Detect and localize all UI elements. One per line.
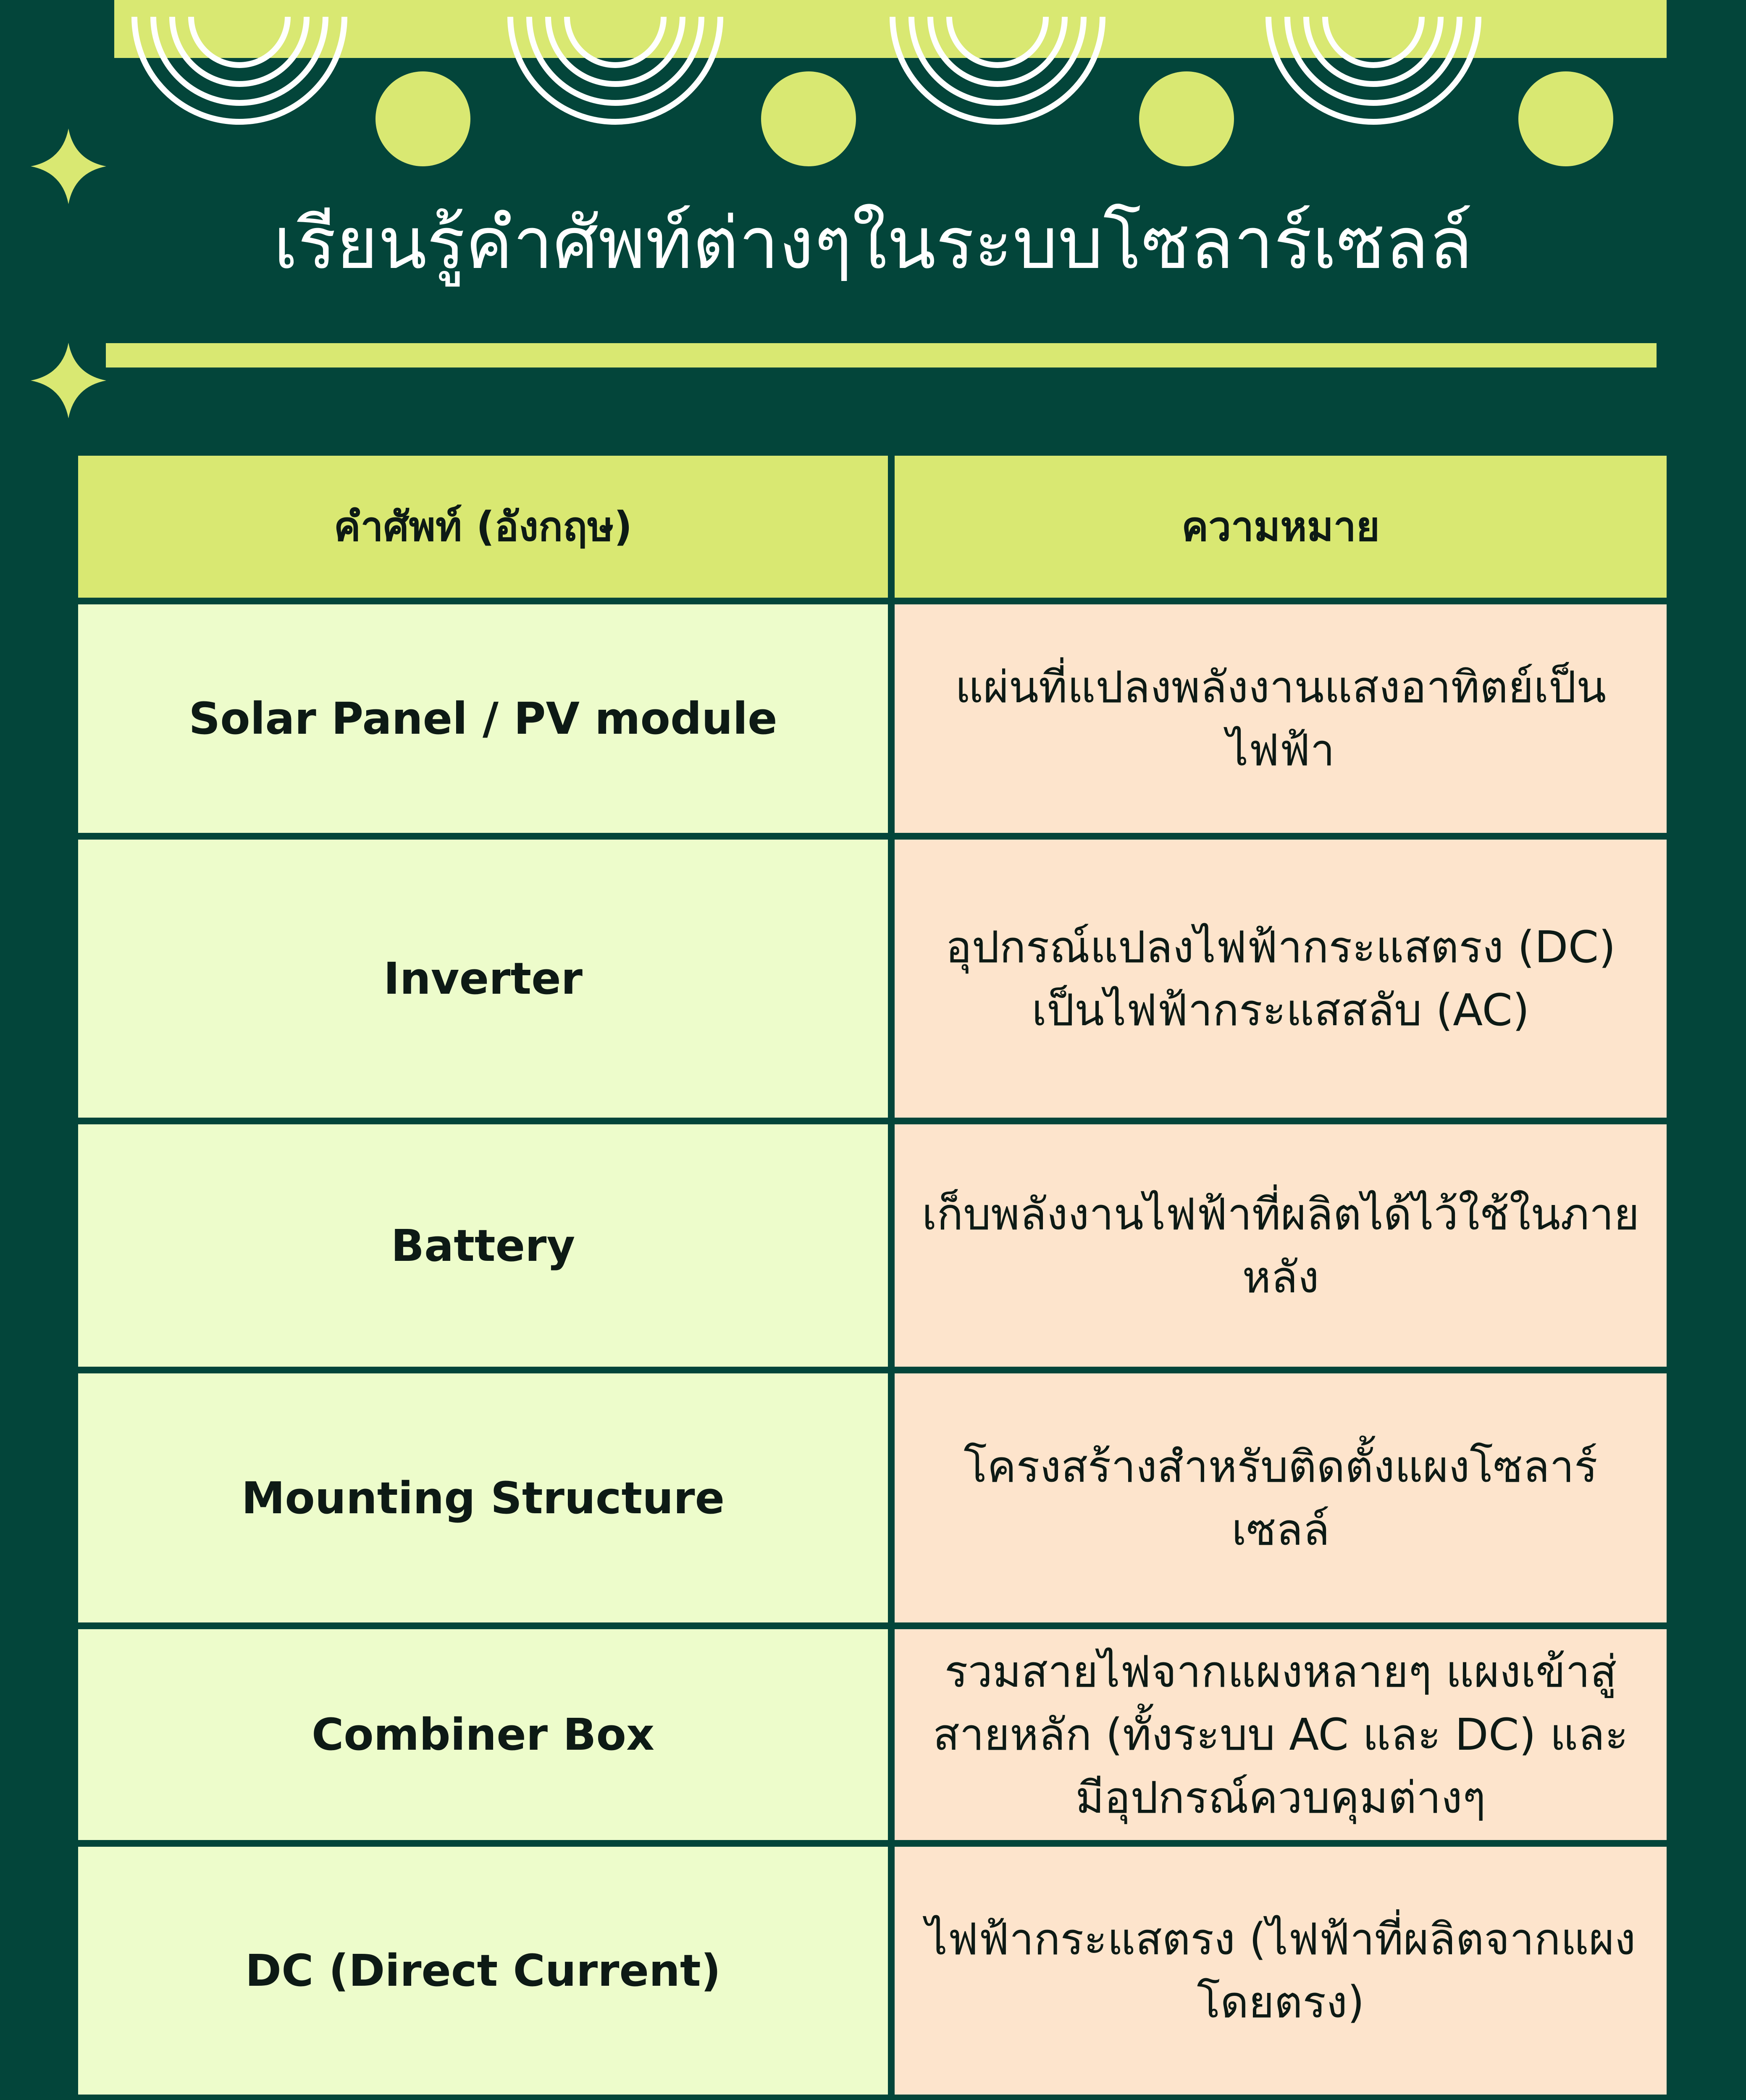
arc-group-3 xyxy=(893,17,1103,122)
header-meaning: ความหมาย xyxy=(895,456,1667,598)
meaning-cell: เก็บพลังงานไฟฟ้าที่ผลิตได้ไว้ใช้ในภายหลัง xyxy=(895,1124,1667,1367)
meaning-cell: ไฟฟ้ากระแสตรง (ไฟฟ้าที่ผลิตจากแผงโดยตรง) xyxy=(895,1847,1667,2095)
term-cell: Combiner Box xyxy=(78,1629,888,1840)
header-term: คำศัพท์ (อังกฤษ) xyxy=(78,456,888,598)
meaning-cell: อุปกรณ์แปลงไฟฟ้ากระแสตรง (DC) เป็นไฟฟ้ากระแสสลับ (AC) xyxy=(895,840,1667,1118)
arc-group-4 xyxy=(1268,17,1478,122)
meaning-cell: รวมสายไฟจากแผงหลายๆ แผงเข้าสู่สายหลัก (ทั้งระบบ AC และ DC) และมีอุปกรณ์ควบคุมต่างๆ xyxy=(895,1629,1667,1840)
arc-group-2 xyxy=(510,17,720,122)
sparkle-icon xyxy=(31,343,106,418)
dot-1 xyxy=(375,71,470,166)
term-cell: DC (Direct Current) xyxy=(78,1847,888,2095)
decorative-circles xyxy=(0,0,1746,176)
term-cell: Mounting Structure xyxy=(78,1373,888,1622)
title-underline xyxy=(106,343,1657,368)
term-cell: Solar Panel / PV module xyxy=(78,604,888,833)
meaning-cell: โครงสร้างสำหรับติดตั้งแผงโซลาร์เซลล์ xyxy=(895,1373,1667,1622)
dot-2 xyxy=(761,71,856,166)
glossary-table xyxy=(78,456,1667,2100)
dot-4 xyxy=(1518,71,1613,166)
page-title: เรียนรู้คำศัพท์ต่างๆในระบบโซลาร์เซลล์ xyxy=(273,202,1473,285)
term-cell: Inverter xyxy=(78,840,888,1118)
meaning-cell: แผ่นที่แปลงพลังงานแสงอาทิตย์เป็นไฟฟ้า xyxy=(895,604,1667,833)
term-cell: Battery xyxy=(78,1124,888,1367)
arc-group-1 xyxy=(134,17,344,122)
dot-3 xyxy=(1139,71,1234,166)
